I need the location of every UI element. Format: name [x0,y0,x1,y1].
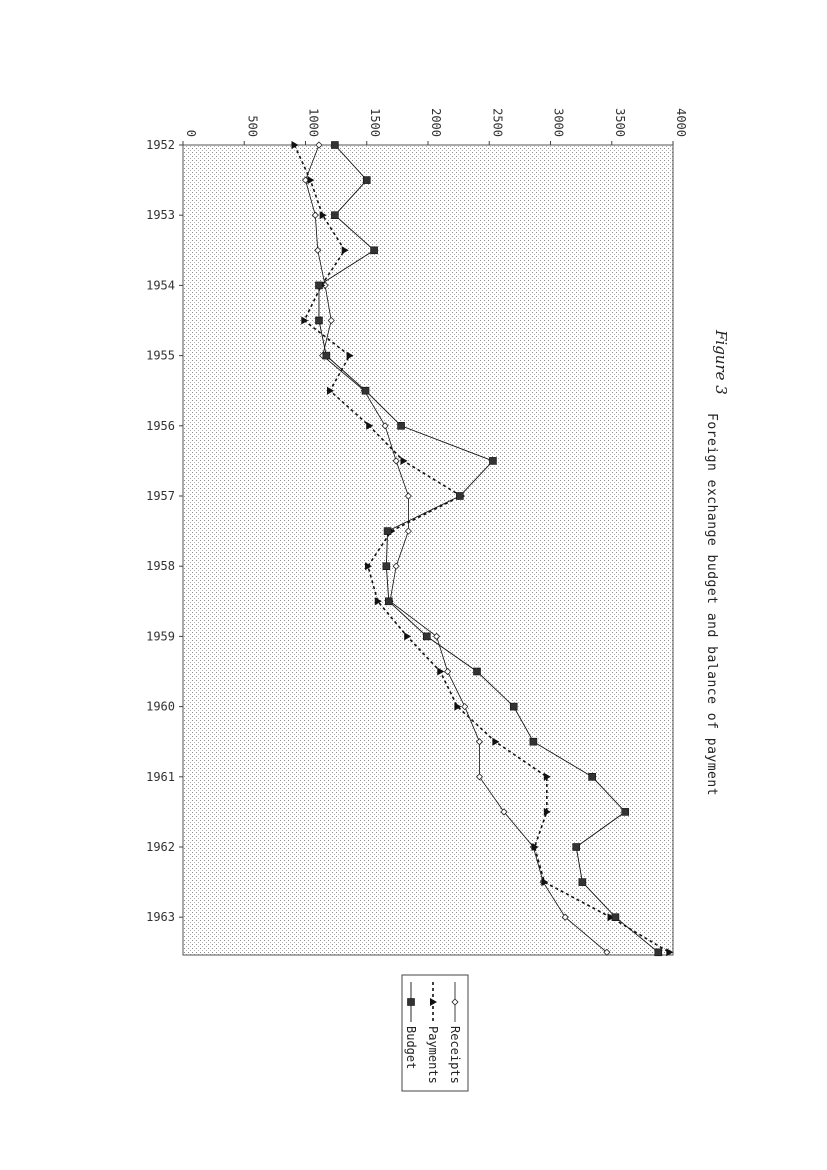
data-point-budget [371,247,378,254]
value-tick-label: 3500 [612,108,627,137]
legend-label-payments: Payments [426,1026,440,1084]
year-tick-label: 1955 [146,348,175,363]
data-point-budget [573,844,580,851]
data-point-budget [315,317,322,324]
data-point-budget [474,668,481,675]
legend-marker-budget [408,999,415,1006]
data-point-budget [579,879,586,886]
data-point-budget [315,282,322,289]
year-tick-label: 1956 [146,418,175,433]
data-point-budget [622,808,629,815]
data-point-budget [655,949,662,956]
value-tick-label: 2000 [429,108,443,137]
legend [402,975,468,1091]
data-point-budget [323,352,330,359]
legend-label-budget: Budget [404,1026,418,1070]
data-point-budget [530,738,537,745]
data-point-budget [589,773,596,780]
value-tick-label: 4000 [674,108,688,137]
data-point-budget [385,598,392,605]
data-point-budget [510,703,517,710]
year-tick-label: 1963 [146,910,175,925]
year-tick-label: 1962 [146,840,175,854]
year-tick-label: 1958 [146,559,175,574]
year-tick-label: 1953 [146,208,175,223]
figure-label: Figure 3 [712,330,730,395]
value-tick-label: 1000 [306,108,321,137]
year-tick-label: 1954 [146,278,175,293]
value-tick-label: 0 [184,129,198,137]
plot-area [183,145,673,955]
value-tick-label: 2500 [490,108,505,137]
data-point-budget [363,177,370,184]
data-point-budget [362,387,369,394]
chart-title: Foreign exchange budget and balance of payment [704,413,719,797]
year-tick-label: 1957 [146,489,175,503]
year-tick-label: 1959 [146,629,175,644]
year-tick-label: 1960 [146,699,175,714]
year-tick-label: 1961 [146,769,175,784]
legend-label-receipts: Receipts [448,1026,462,1084]
data-point-budget [456,493,463,500]
data-point-budget [384,528,391,535]
data-point-budget [612,914,619,921]
data-point-budget [331,212,338,219]
data-point-budget [383,563,390,570]
data-point-budget [331,142,338,149]
data-point-budget [423,633,430,640]
data-point-budget [489,457,496,464]
value-tick-label: 3000 [551,108,566,137]
value-tick-label: 1500 [367,108,382,137]
year-tick-label: 1952 [146,138,175,152]
data-point-budget [398,422,405,429]
value-tick-label: 500 [245,115,260,137]
